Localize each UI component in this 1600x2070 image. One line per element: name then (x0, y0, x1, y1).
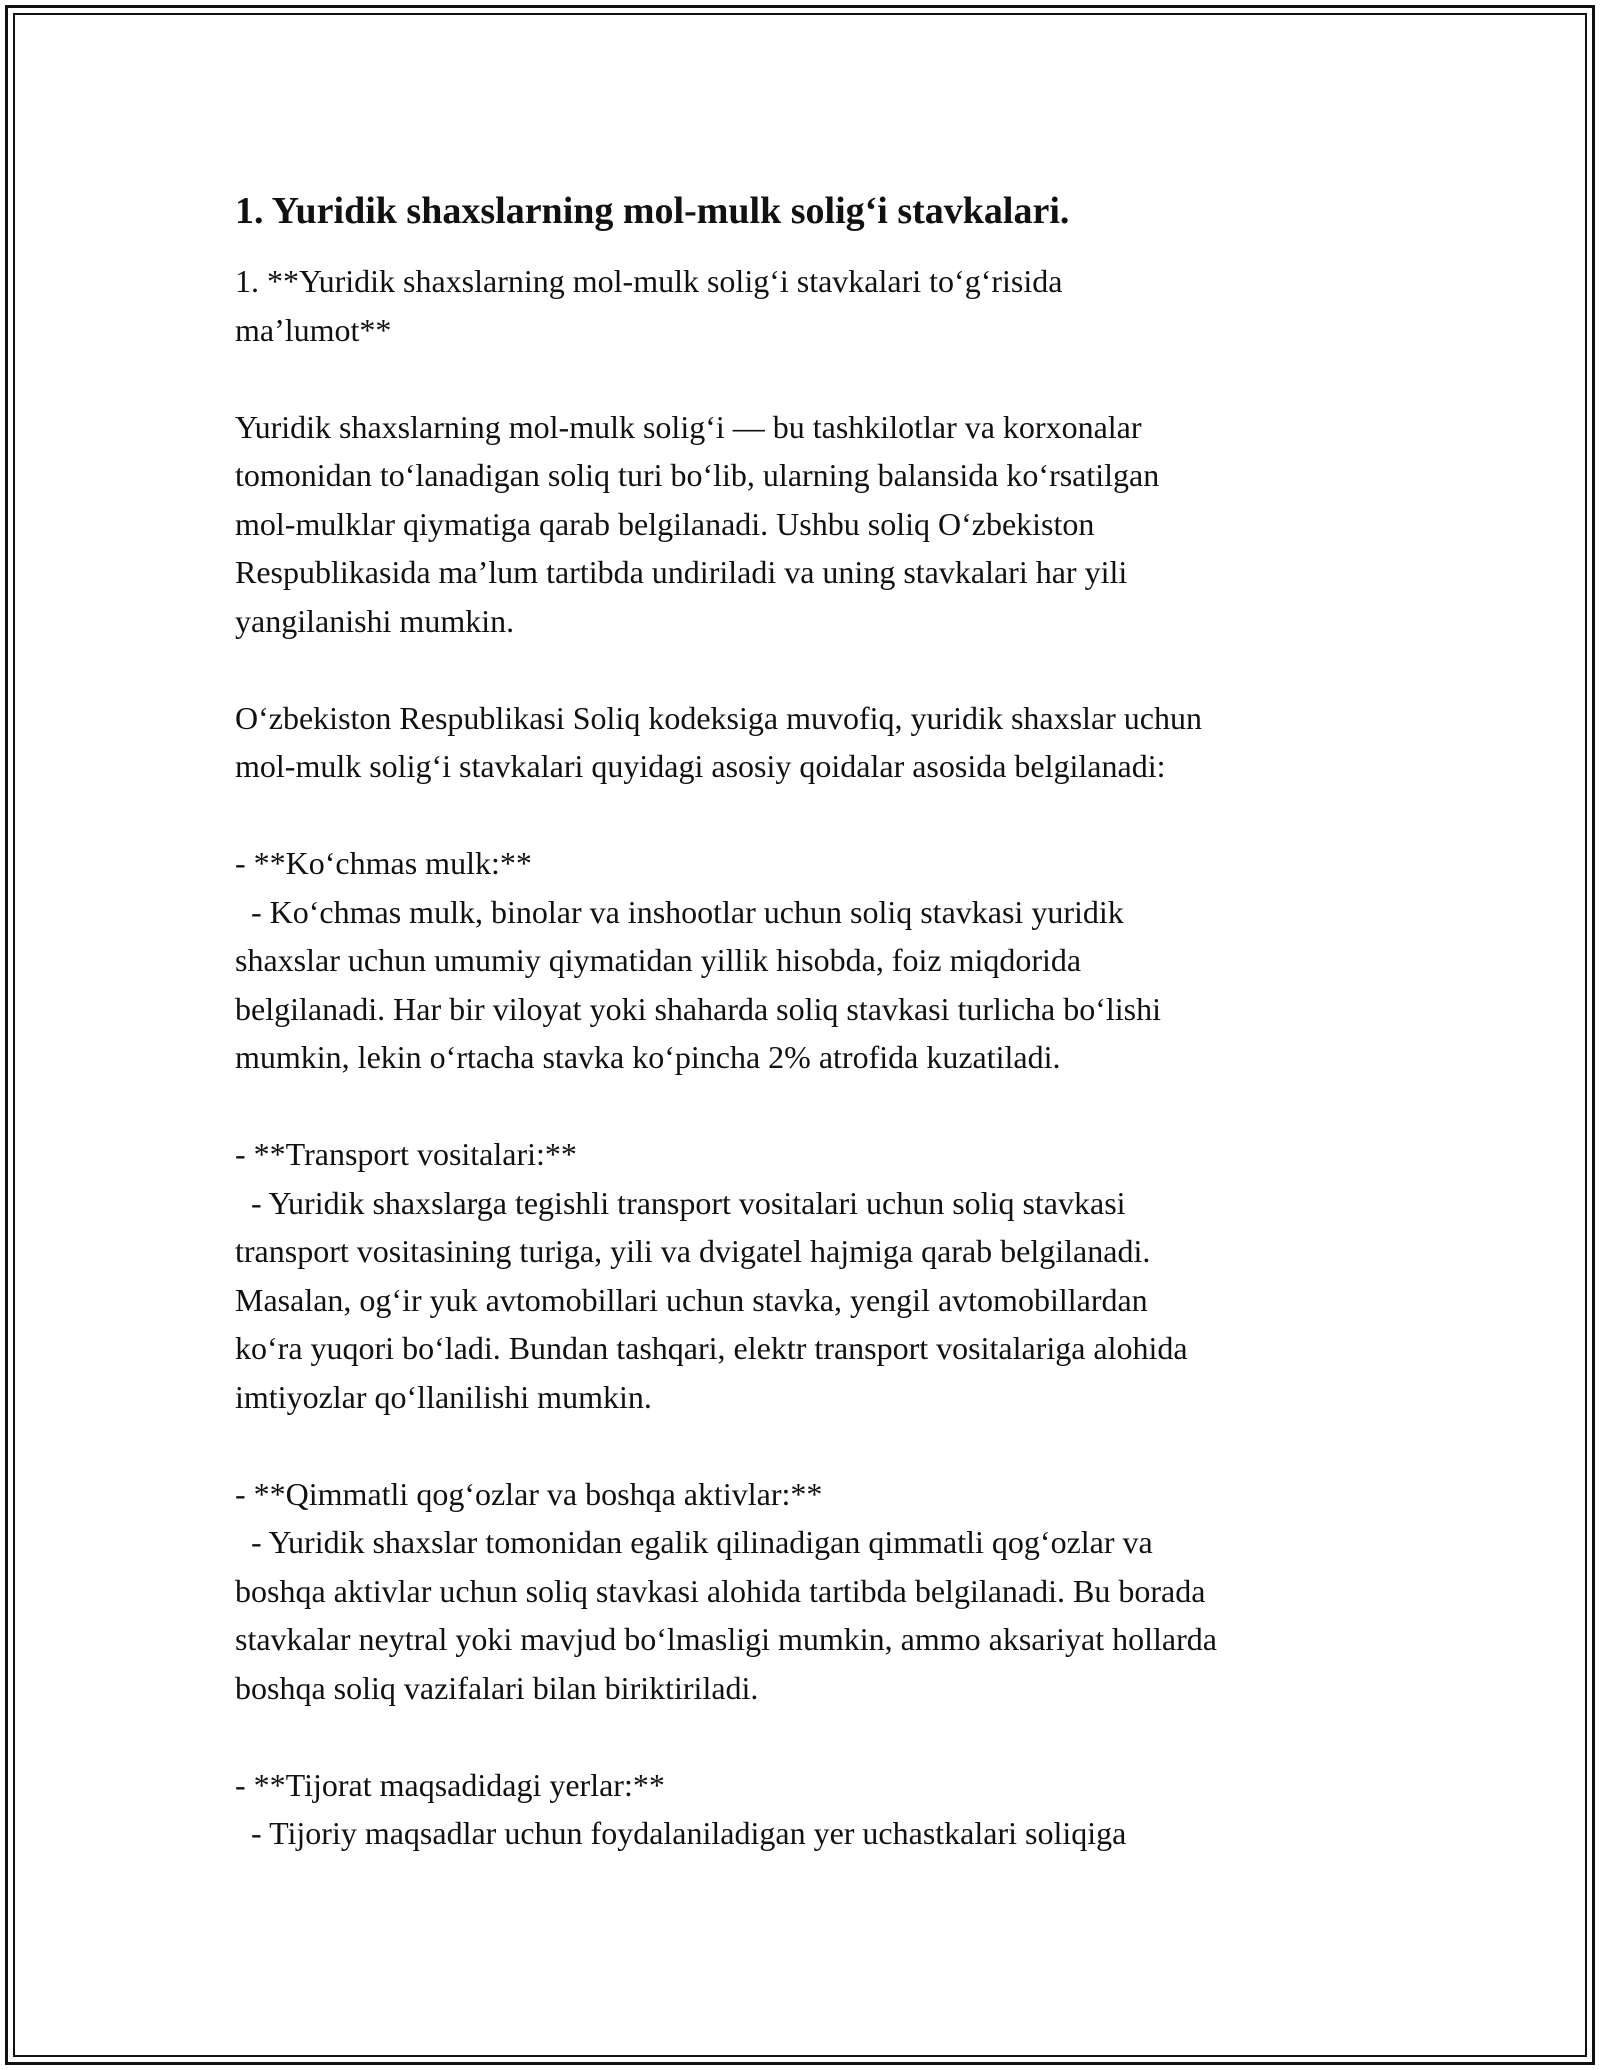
text-line: belgilanadi. Har bir viloyat yoki shaharda soliq stavkasi turlicha bo‘lishi (235, 990, 1162, 1027)
document-text (235, 257, 1380, 1858)
text-line: boshqa soliq vazifalari bilan biriktiriladi. (235, 1669, 759, 1706)
text-line: - Yuridik shaxslarga tegishli transport vositalari uchun soliq stavkasi (235, 1184, 1126, 1221)
document-heading: 1. Yuridik shaxslarning mol-mulk solig‘i stavkalari. (235, 190, 1070, 232)
text-line: Yuridik shaxslarning mol-mulk solig‘i — bu tashkilotlar va korxonalar (235, 408, 1142, 445)
text-line: transport vositasining turiga, yili va dvigatel hajmiga qarab belgilanadi. (235, 1233, 1151, 1269)
text-line: ma’lumot** (235, 311, 392, 348)
text-line: Masalan, og‘ir yuk avtomobillari uchun stavka, yengil avtomobillardan (235, 1281, 1148, 1318)
text-line: tomonidan to‘lanadigan soliq turi bo‘lib, ularning balansida ko‘rsatilgan (235, 457, 1160, 493)
text-line: stavkalar neytral yoki mavjud bo‘lmasligi mumkin, ammo aksariyat hollarda (235, 1621, 1217, 1657)
text-line: - Tijoriy maqsadlar uchun foydalaniladigan yer uchastkalari soliqiga (235, 1815, 1127, 1851)
text-line: - **Qimmatli qog‘ozlar va boshqa aktivlar:** (235, 1475, 823, 1512)
text-line (235, 645, 1380, 694)
text-line: O‘zbekiston Respublikasi Soliq kodeksiga muvofiq, yuridik shaxslar uchun (235, 699, 1202, 736)
document-body (235, 185, 1380, 1858)
text-line: - **Tijorat maqsadidagi yerlar:** (235, 1766, 665, 1803)
text-line (235, 1082, 1380, 1131)
text-line: yangilanishi mumkin. (235, 602, 515, 639)
text-line (235, 791, 1380, 840)
text-line: shaxslar uchun umumiy qiymatidan yillik hisobda, foiz miqdorida (235, 942, 1082, 978)
text-line: mol-mulklar qiymatiga qarab belgilanadi. Ushbu soliq O‘zbekiston (235, 505, 1095, 542)
text-line: - **Transport vositalari:** (235, 1136, 577, 1172)
text-line: mumkin, lekin o‘rtacha stavka ko‘pincha 2% atrofida kuzatiladi. (235, 1039, 1061, 1075)
text-line: imtiyozlar qo‘llanilishi mumkin. (235, 1378, 652, 1415)
text-line: boshqa aktivlar uchun soliq stavkasi alohida tartibda belgilanadi. Bu borada (235, 1572, 1206, 1609)
text-line (235, 1421, 1380, 1470)
text-line: 1. **Yuridik shaxslarning mol-mulk solig‘i stavkalari to‘g‘risida (235, 263, 1063, 299)
text-line: - Ko‘chmas mulk, binolar va inshootlar uchun soliq stavkasi yuridik (235, 893, 1124, 930)
text-line: Respublikasida ma’lum tartibda undiriladi va uning stavkalari har yili (235, 554, 1128, 590)
text-line: - Yuridik shaxslar tomonidan egalik qilinadigan qimmatli qog‘ozlar va (235, 1524, 1153, 1560)
text-line: mol-mulk solig‘i stavkalari quyidagi asosiy qoidalar asosida belgilanadi: (235, 748, 1166, 784)
text-line: ko‘ra yuqori bo‘ladi. Bundan tashqari, elektr transport vositalariga alohida (235, 1330, 1188, 1366)
text-line: - **Ko‘chmas mulk:** (235, 845, 532, 881)
text-line (235, 354, 1380, 403)
text-line (235, 1712, 1380, 1761)
